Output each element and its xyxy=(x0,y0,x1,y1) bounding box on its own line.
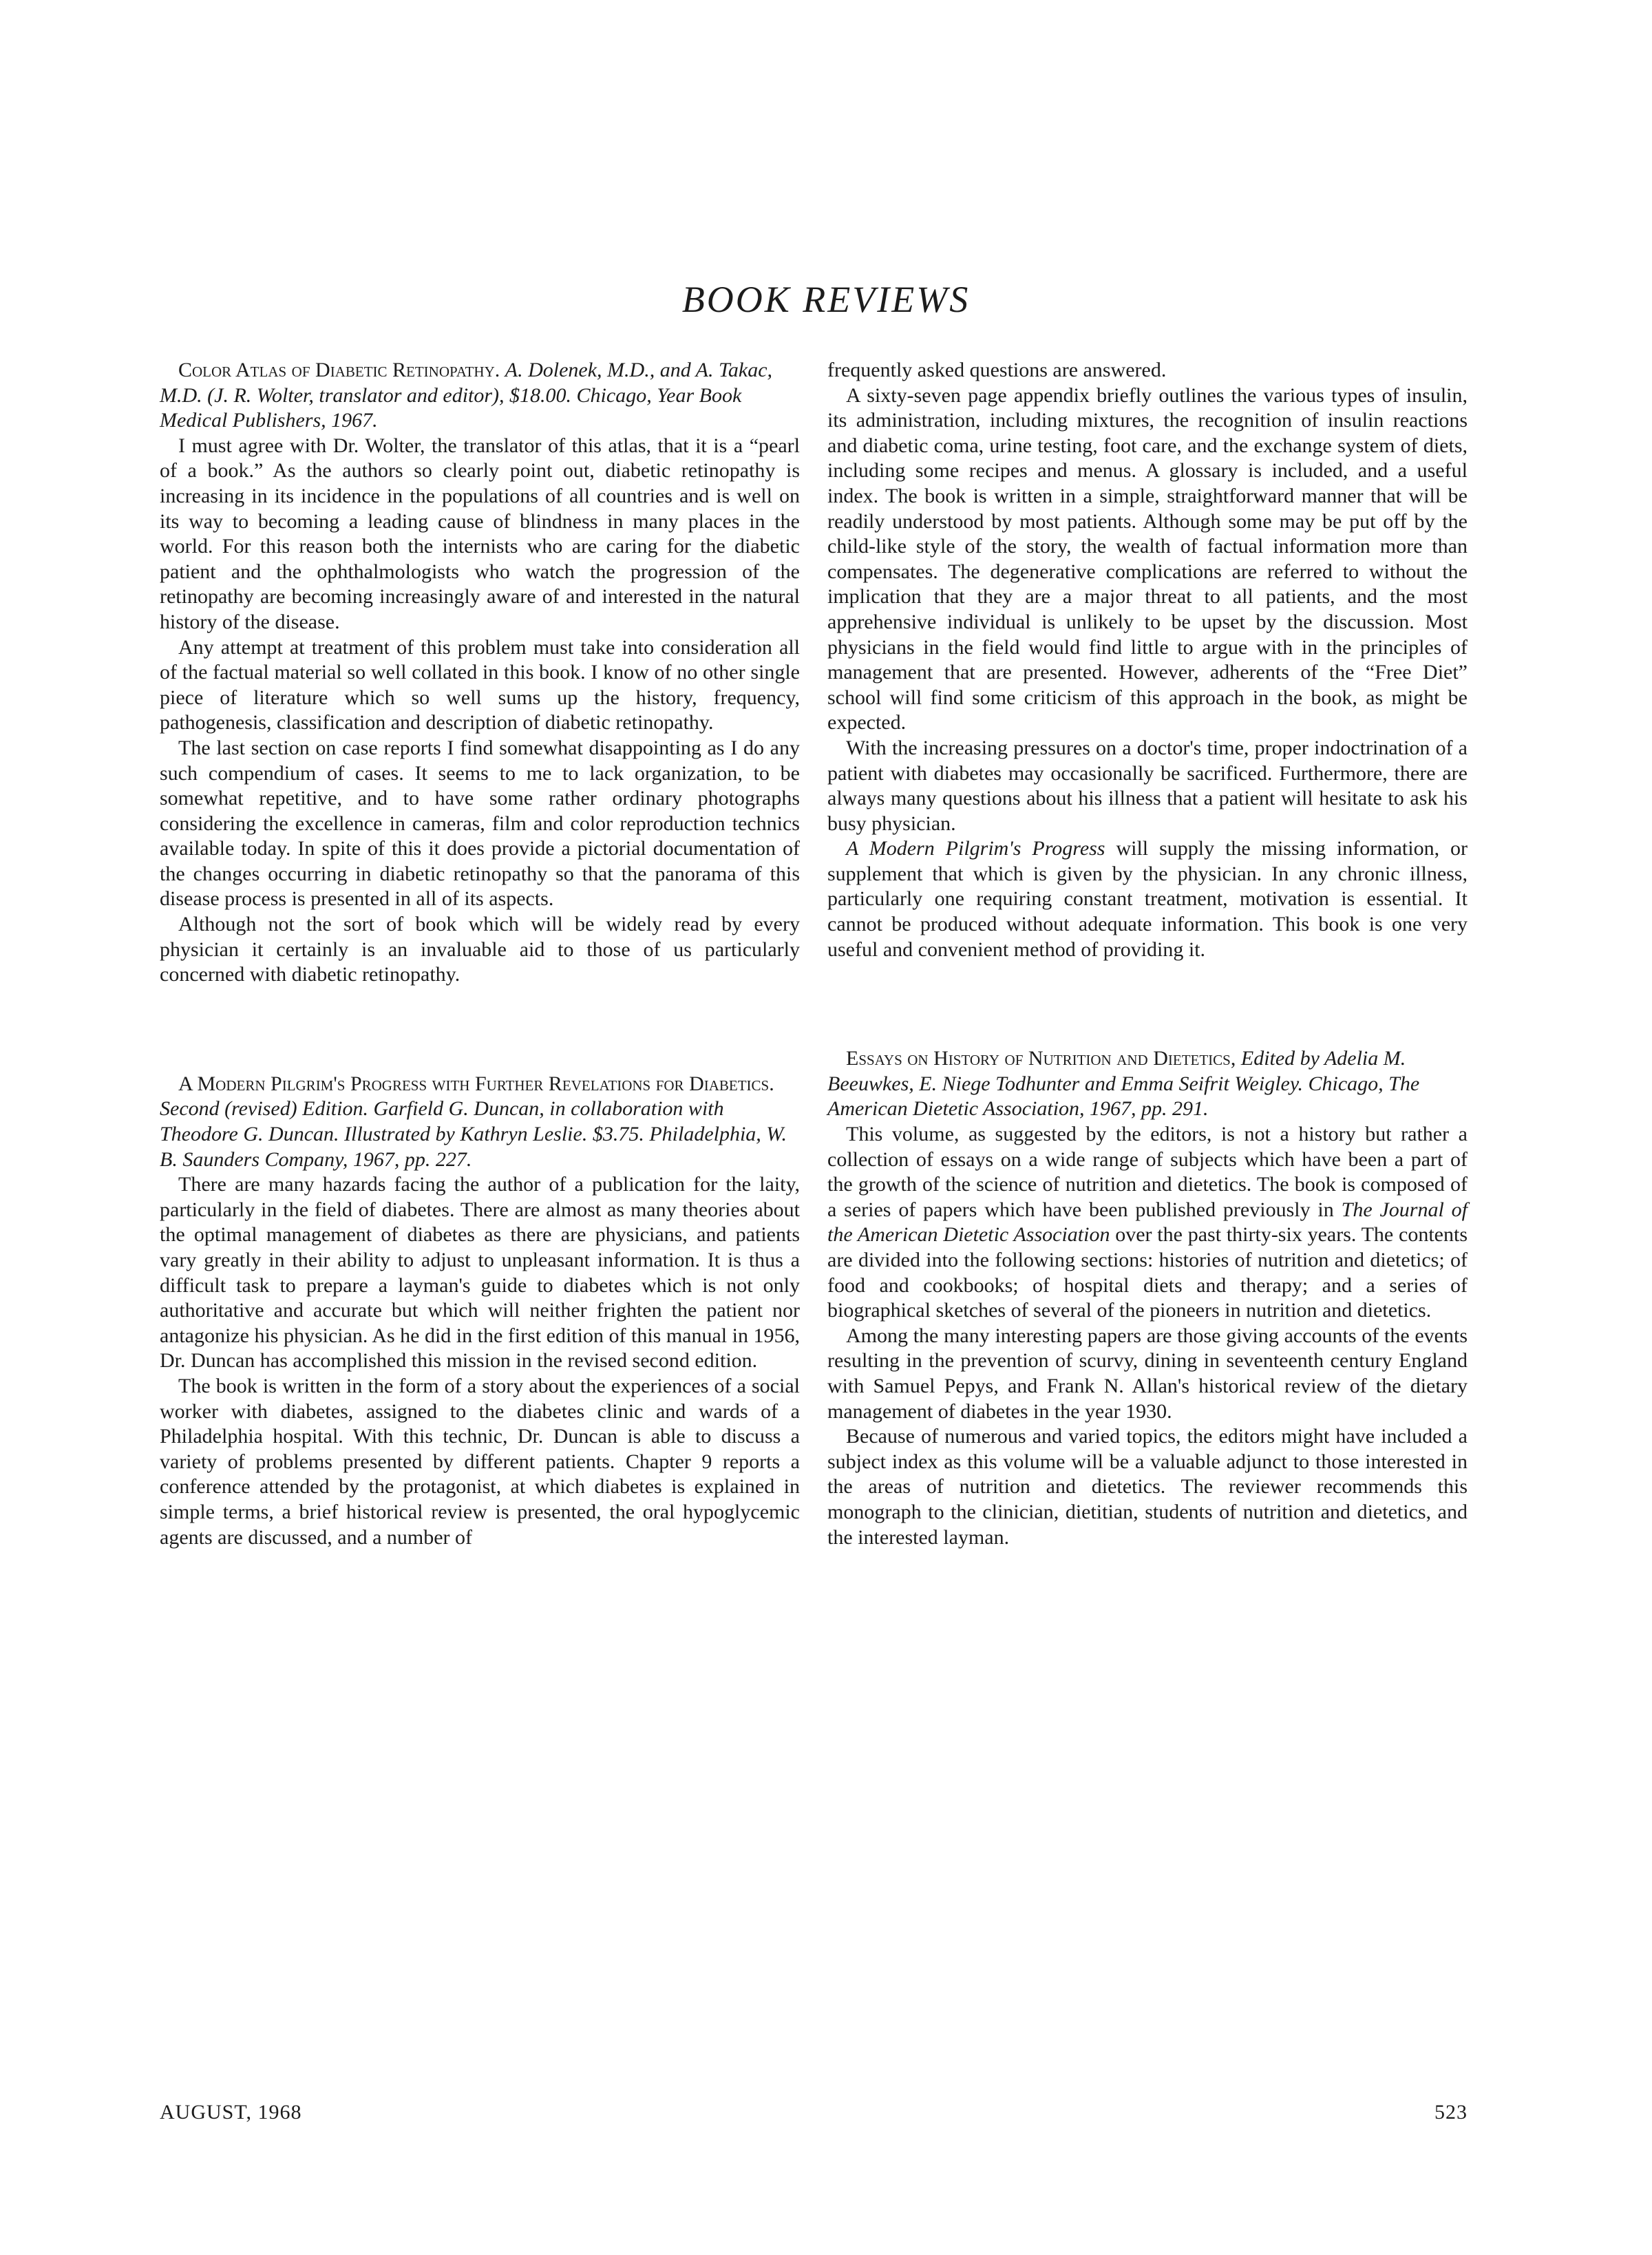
review-2-paragraph: The book is written in the form of a story about the experiences of a social worker with diabetes, assigned to the diabetes clinic and wards of a Philadelphia hospital. With this technic, Dr. Duncan is able to discuss a variety of problems presented by different patients. Chapter 9 reports a conference attended by the protagonist, at which diabetes is explained in simple terms, a brief historical review is presented, the oral hypoglycemic agents are discussed, and a number of xyxy=(160,1374,800,1549)
review-2-paragraph: A sixty-seven page appendix briefly outlines the various types of insulin, its administration, including mixtures, the recognition of insulin reactions and diabetic coma, urine testing, foot care, and the exchange system of diets, including some recipes and menus. A glossary is included, and a useful index. The book is written in a simple, straightforward manner that will be readily understood by most patients. Although some may be put off by the child-like style of the story, the wealth of factual information more than compensates. The degenerative complications are referred to without the implication that they are a major threat to all patients, and the most apprehensive individual is unlikely to be upset by the discussion. Most physicians in the field would find little to argue with in the principles of management that are presented. However, adherents of the “Free Diet” school will find some criticism of this approach in the book, as might be expected. xyxy=(827,383,1468,734)
paragraph-text: over the past thirty-six years. The contents are divided into the following sections: histories of nutrition and dietetics; of food and cookbooks; of hospital diets and therapy; and a series of biographical sketches of several of the pioneers in nutrition and dietetics. xyxy=(827,1223,1468,1322)
review-3-meta: Edited by Adelia M. Beeuwkes, E. Niege Todhunter and Emma Seifrit Weigley. Chicago, The American Dietetic Association, 1967, pp. 291. xyxy=(827,1047,1420,1121)
review-1-paragraph: Although not the sort of book which will be widely read by every physician it certainly is an invaluable aid to those of us particularly concerned with diabetic retinopathy. xyxy=(160,913,800,986)
review-3-paragraph: Because of numerous and varied topics, the editors might have included a subject index as this volume will be a valuable adjunct to those interested in the areas of nutrition and dietetics. The reviewer recommends this monograph to the clinician, dietitian, students of nutrition and dietetics, and the interested layman. xyxy=(827,1425,1468,1549)
section-spacer xyxy=(160,988,800,1072)
footer-date: AUGUST, 1968 xyxy=(160,2101,302,2124)
review-3-paragraph: Among the many interesting papers are those giving accounts of the events resulting in the prevention of scurvy, dining in seventeenth century England with Samuel Pepys, and Frank N. Allan's historical review of the dietary management of diabetes in the year 1930. xyxy=(827,1324,1468,1423)
review-2-paragraph: With the increasing pressures on a doctor's time, proper indoctrination of a patient with diabetes may occasionally be sacrificed. Furthermore, there are always many questions about his illness that a patient will hesitate to ask his busy physician. xyxy=(827,736,1468,835)
review-1-paragraph: Any attempt at treatment of this problem must take into consideration all of the factual material so well collated in this book. I know of no other single piece of literature which so well sums up the history, frequency, pathogenesis, classification and description of diabetic retinopathy. xyxy=(160,635,800,734)
paragraph-text: This volume, as suggested by the editors, is not a history but rather a collection of essays on a wide range of subjects which have been a part of the growth of the science of nutrition and dietetics. The book is composed of a series of papers which have been published previously in xyxy=(827,1123,1468,1221)
review-2-heading xyxy=(160,1072,800,1172)
book-title-reference: A Modern Pilgrim's Progress xyxy=(846,837,1105,860)
review-1-book-title: Color Atlas of Diabetic Retinopathy. xyxy=(178,359,500,381)
review-2-book-title: A Modern Pilgrim's Progress with Further Revelations for Diabetics. xyxy=(178,1072,774,1095)
review-2-paragraph-continued: frequently asked questions are answered. xyxy=(827,359,1167,381)
section-spacer xyxy=(827,962,1468,1046)
review-3-heading xyxy=(827,1046,1468,1122)
review-2-paragraph xyxy=(827,836,1468,962)
page-number: 523 xyxy=(1434,2101,1468,2124)
review-1-paragraph: The last section on case reports I find somewhat disappointing as I do any such compendium of cases. It seems to me to lack organization, to be somewhat repetitive, and to have some rather ordinary photographs considering the excellence in cameras, film and color reproduction technics available today. In spite of this it does provide a pictorial documentation of the changes occurring in diabetic retinopathy so that the panorama of this disease process is presented in all of its aspects. xyxy=(160,736,800,911)
review-3-paragraph xyxy=(827,1122,1468,1324)
review-2-meta: Second (revised) Edition. Garfield G. Duncan, in collaboration with Theodore G. Duncan. Illustrated by Kathryn Leslie. $3.75. Philadelphia, W. B. Saunders Company, 1967, pp. 227. xyxy=(160,1097,787,1171)
review-2-paragraph: There are many hazards facing the author of a publication for the laity, particularly in the field of diabetes. There are almost as many theories about the optimal management of diabetes as there are physicians, and patients vary greatly in their ability to adjust to unpleasant information. It is thus a difficult task to prepare a layman's guide to diabetes which is not only authoritative and accurate but which will neither frighten the patient nor antagonize his physician. As he did in the first edition of this manual in 1956, Dr. Duncan has accomplished this mission in the revised second edition. xyxy=(160,1173,800,1373)
left-column xyxy=(160,358,800,1550)
page-title: BOOK REVIEWS xyxy=(681,279,971,320)
right-column xyxy=(827,358,1468,1550)
journal-title-reference: The Journal of the American Dietetic Association xyxy=(827,1198,1468,1247)
review-1-meta: A. Dolenek, M.D., and A. Takac, M.D. (J. R. Wolter, translator and editor), $18.00. Chicago, Year Book Medical Publishers, 1967. xyxy=(160,359,773,432)
review-3-book-title: Essays on History of Nutrition and Dietetics, xyxy=(846,1047,1236,1070)
review-1-paragraph: I must agree with Dr. Wolter, the translator of this atlas, that it is a “pearl of a book.” As the authors so clearly point out, diabetic retinopathy is increasing in its incidence in the populations of all countries and is well on its way to becoming a leading cause of blindness in many places in the world. For this reason both the internists who are caring for the diabetic patient and the ophthalmologists who watch the progression of the retinopathy are becoming increasingly aware of and interested in the natural history of the disease. xyxy=(160,434,800,633)
review-1-heading xyxy=(160,358,800,434)
paragraph-text: will supply the missing information, or supplement that which is given by the physician. In any chronic illness, particularly one requiring constant treatment, motivation is essential. It cannot be produced without adequate information. This book is one very useful and convenient method of providing it. xyxy=(827,837,1468,961)
